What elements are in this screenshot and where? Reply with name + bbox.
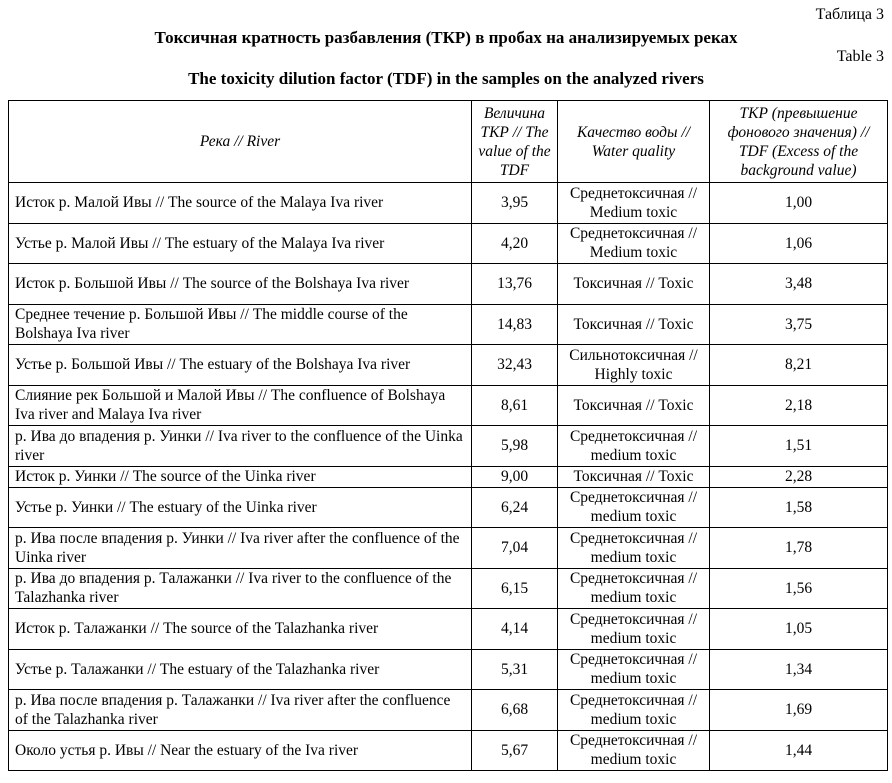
river-cell: Устье р. Малой Ивы // The estuary of the Malaya Iva river: [9, 223, 472, 264]
quality-cell: Сильнотоксичная // Highly toxic: [558, 345, 710, 386]
table-row: [9, 690, 888, 731]
quality-cell: Токсичная // Toxic: [558, 466, 710, 487]
quality-cell: Среднетоксичная // medium toxic: [558, 609, 710, 650]
table-row: [9, 264, 888, 305]
quality-cell: Токсичная // Toxic: [558, 264, 710, 305]
river-cell: р. Ива до впадения р. Уинки // Iva river to the confluence of the Uinka river: [9, 426, 472, 467]
quality-cell: Среднетоксичная // medium toxic: [558, 730, 710, 771]
excess-cell: 1,51: [710, 426, 888, 467]
tdf-cell: 5,98: [472, 426, 558, 467]
excess-cell: 2,28: [710, 466, 888, 487]
tdf-cell: 6,24: [472, 487, 558, 528]
table-number-ru: Таблица 3: [815, 6, 884, 23]
excess-cell: 1,69: [710, 690, 888, 731]
river-cell: Исток р. Талажанки // The source of the Talazhanka river: [9, 609, 472, 650]
quality-cell: Среднетоксичная // Medium toxic: [558, 223, 710, 264]
quality-cell: Токсичная // Toxic: [558, 385, 710, 426]
tdf-cell: 6,15: [472, 568, 558, 609]
tdf-cell: 9,00: [472, 466, 558, 487]
quality-cell: Среднетоксичная // medium toxic: [558, 528, 710, 569]
tdf-cell: 5,67: [472, 730, 558, 771]
excess-cell: 8,21: [710, 345, 888, 386]
table-row: [9, 183, 888, 224]
river-cell: Около устья р. Ивы // Near the estuary of the Iva river: [9, 730, 472, 771]
excess-cell: 2,18: [710, 385, 888, 426]
river-cell: Среднее течение р. Большой Ивы // The middle course of the Bolshaya Iva river: [9, 304, 472, 345]
quality-cell: Среднетоксичная // medium toxic: [558, 690, 710, 731]
river-cell: Устье р. Большой Ивы // The estuary of the Bolshaya Iva river: [9, 345, 472, 386]
excess-cell: 3,48: [710, 264, 888, 305]
quality-cell: Среднетоксичная // Medium toxic: [558, 183, 710, 224]
excess-cell: 1,05: [710, 609, 888, 650]
table-row: [9, 304, 888, 345]
tdf-cell: 13,76: [472, 264, 558, 305]
excess-cell: 1,34: [710, 649, 888, 690]
quality-cell: Среднетоксичная // medium toxic: [558, 487, 710, 528]
table-row: [9, 730, 888, 771]
table-row: [9, 528, 888, 569]
table-row: [9, 426, 888, 467]
river-cell: Устье р. Талажанки // The estuary of the Talazhanka river: [9, 649, 472, 690]
table-row: [9, 649, 888, 690]
river-cell: р. Ива после впадения р. Талажанки // Iva river after the confluence of the Talazhanka river: [9, 690, 472, 731]
river-cell: Слияние рек Большой и Малой Ивы // The confluence of Bolshaya Iva river and Malaya Iva river: [9, 385, 472, 426]
header-river: Река // River: [9, 101, 472, 183]
table-title-ru: Токсичная кратность разбавления (ТКР) в пробах на анализируемых реках: [154, 28, 738, 47]
quality-cell: Токсичная // Toxic: [558, 304, 710, 345]
table-title-en: The toxicity dilution factor (TDF) in the samples on the analyzed rivers: [188, 69, 704, 88]
river-cell: Исток р. Малой Ивы // The source of the Malaya Iva river: [9, 183, 472, 224]
table-number-en: Table 3: [836, 48, 884, 65]
river-cell: р. Ива до впадения р. Талажанки // Iva river to the confluence of the Talazhanka river: [9, 568, 472, 609]
tdf-cell: 5,31: [472, 649, 558, 690]
table-row: [9, 487, 888, 528]
tdf-cell: 14,83: [472, 304, 558, 345]
excess-cell: 1,44: [710, 730, 888, 771]
table-row: [9, 568, 888, 609]
tdf-cell: 8,61: [472, 385, 558, 426]
table-row: [9, 609, 888, 650]
header-tdf-value: Величина ТКР // The value of the TDF: [472, 101, 558, 183]
table-row: [9, 385, 888, 426]
table-row: [9, 466, 888, 487]
tdf-cell: 6,68: [472, 690, 558, 731]
tdf-cell: 4,14: [472, 609, 558, 650]
tdf-cell: 3,95: [472, 183, 558, 224]
quality-cell: Среднетоксичная // medium toxic: [558, 568, 710, 609]
tdf-cell: 4,20: [472, 223, 558, 264]
header-tdf-excess: ТКР (превышение фонового значения) // TDF (Excess of the background value): [710, 101, 888, 183]
header-row: [9, 101, 888, 183]
excess-cell: 1,78: [710, 528, 888, 569]
quality-cell: Среднетоксичная // medium toxic: [558, 426, 710, 467]
river-cell: Устье р. Уинки // The estuary of the Uinka river: [9, 487, 472, 528]
excess-cell: 3,75: [710, 304, 888, 345]
quality-cell: Среднетоксичная // medium toxic: [558, 649, 710, 690]
header-water-quality: Качество воды // Water quality: [558, 101, 710, 183]
tdf-table: [8, 100, 888, 771]
river-cell: р. Ива после впадения р. Уинки // Iva river after the confluence of the Uinka river: [9, 528, 472, 569]
table-row: [9, 223, 888, 264]
tdf-cell: 7,04: [472, 528, 558, 569]
excess-cell: 1,00: [710, 183, 888, 224]
table-row: [9, 345, 888, 386]
excess-cell: 1,06: [710, 223, 888, 264]
excess-cell: 1,58: [710, 487, 888, 528]
tdf-cell: 32,43: [472, 345, 558, 386]
excess-cell: 1,56: [710, 568, 888, 609]
river-cell: Исток р. Уинки // The source of the Uinka river: [9, 466, 472, 487]
river-cell: Исток р. Большой Ивы // The source of the Bolshaya Iva river: [9, 264, 472, 305]
